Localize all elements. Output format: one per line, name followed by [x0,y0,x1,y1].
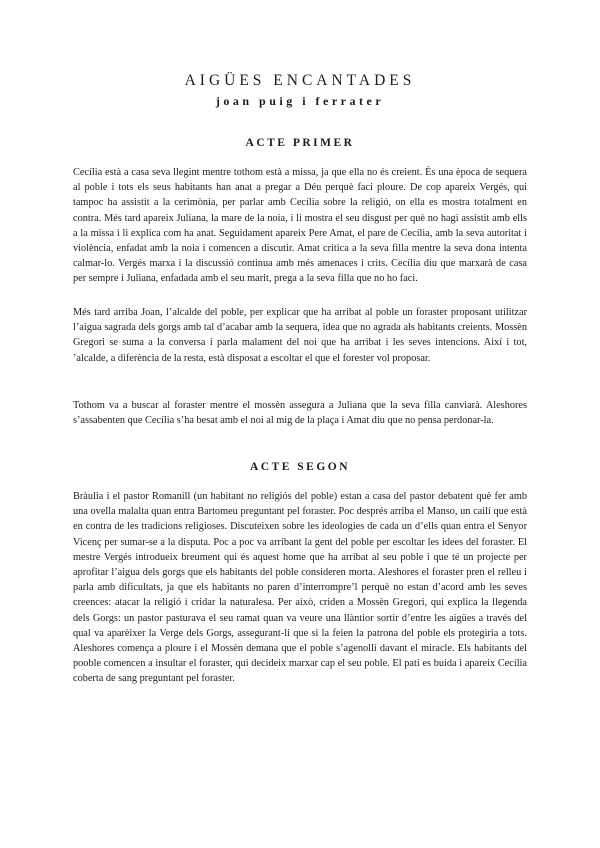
act-one-paragraph-3: Tothom va a buscar al foraster mentre el mossèn assegura a Juliana que la seva filla canviarà. Aleshores s’assabenten que Cecília s’ha besat amb el noi al mig de la plaça i Amat diu que no pensa perdonar-la. [73,400,527,427]
act-two-heading: ACTE SEGON [249,461,351,473]
act-one-paragraph-2: Més tard arriba Joan, l’alcalde del poble, per explicar que ha arribat al poble un foraster proposant utilitzar l’aigua sagrada dels gorgs amb tal d’acabar amb la sequera, idea que no agrada als habitants creients. Mossèn Gregori se suma a la conversa i parla malament del noi que ha arribat i les seves intencions. Així i tot, ’alcalde, a diferència de la resta, està disposat a escoltar el que el forester vol proposar. [73,307,527,364]
act-one-heading: ACTE PRIMER [245,137,355,149]
document-title: AIGÜES ENCANTADES [184,72,416,89]
act-two-paragraph-1: Bràulia i el pastor Romanill (un habitant no religiós del poble) estan a casa del pastor debatent què fer amb una ovella malalta quan entra Bartomeu preguntant pel foraster. Poc després arriba el Manso, un cailí que està en contra de les tradicions religioses. Discuteixen sobre les ideologies de cada un d’ells quan entra el Senyor Vicenç per sumar-se a la disputa. Poc a poc va arribant la gent del poble per escoltar les idees del foraster. El mestre Vergés introdueix breument qui és aquest home que ha arribat al seu poble i que té un projecte per aprofitar l’aigua dels gorgs que els habitants del poble consideren morta. Aleshores el foraster pren el relleu i parla amb dificultats, ja que els habitants no paren d’interrompre’l perquè no estan d’acord amb les seves creences: atacar la religió i cridar la naturalesa. Per això, criden a Mossèn Gregori, qui explica la llegenda dels Gorgs: un pastor pasturava el seu ramat quan va veure una llàntior sortir d’entre les aigües a través del qual va aparèixer la Verge dels Gorgs, assegurant-li que si la feien la patrona del poble els protegiria a tots. Aleshores comença a ploure i el Mossèn demana que el poble s’agenolli davant el miracle. Els habitants del pooble comencen a insultar el foraster, qui decideix marxar cap el seu poble. El pati es buida i apareix Cecília coberta de sang preguntant pel foraster. [73,491,527,685]
document-author: joan puig i ferrater [215,94,385,108]
act-one-paragraph-1: Cecília està a casa seva llegint mentre tothom està a missa, ja que ella no és creient. És una època de sequera al poble i tots els seus habitants han anat a pregar a Déu perquè faci ploure. De cop apareix Vergés, qui tampoc ha assistit a la cerimònia, per parlar amb Cecília sobre la religió, on ella es mostra totalment en contra. Més tard apareix Juliana, la mare de la noia, i li mostra el seu disgust per què no hagi assistit amb ells a la missa i li explica com ha anat. Seguidament apareix Pere Amat, el pare de Cecília, amb la seva autoritat i violència, enfadat amb la noia i comencen a discutir. Amat critica a la seva filla mentre la seva dona intenta calmar-lo. Vergés marxa i la discussió continua amb més amenaces i crits. Cecília diu que marxarà de casa per sempre i Juliana, enfadada amb el seu marit, prega a la seva filla que no ho faci. [73,167,527,285]
